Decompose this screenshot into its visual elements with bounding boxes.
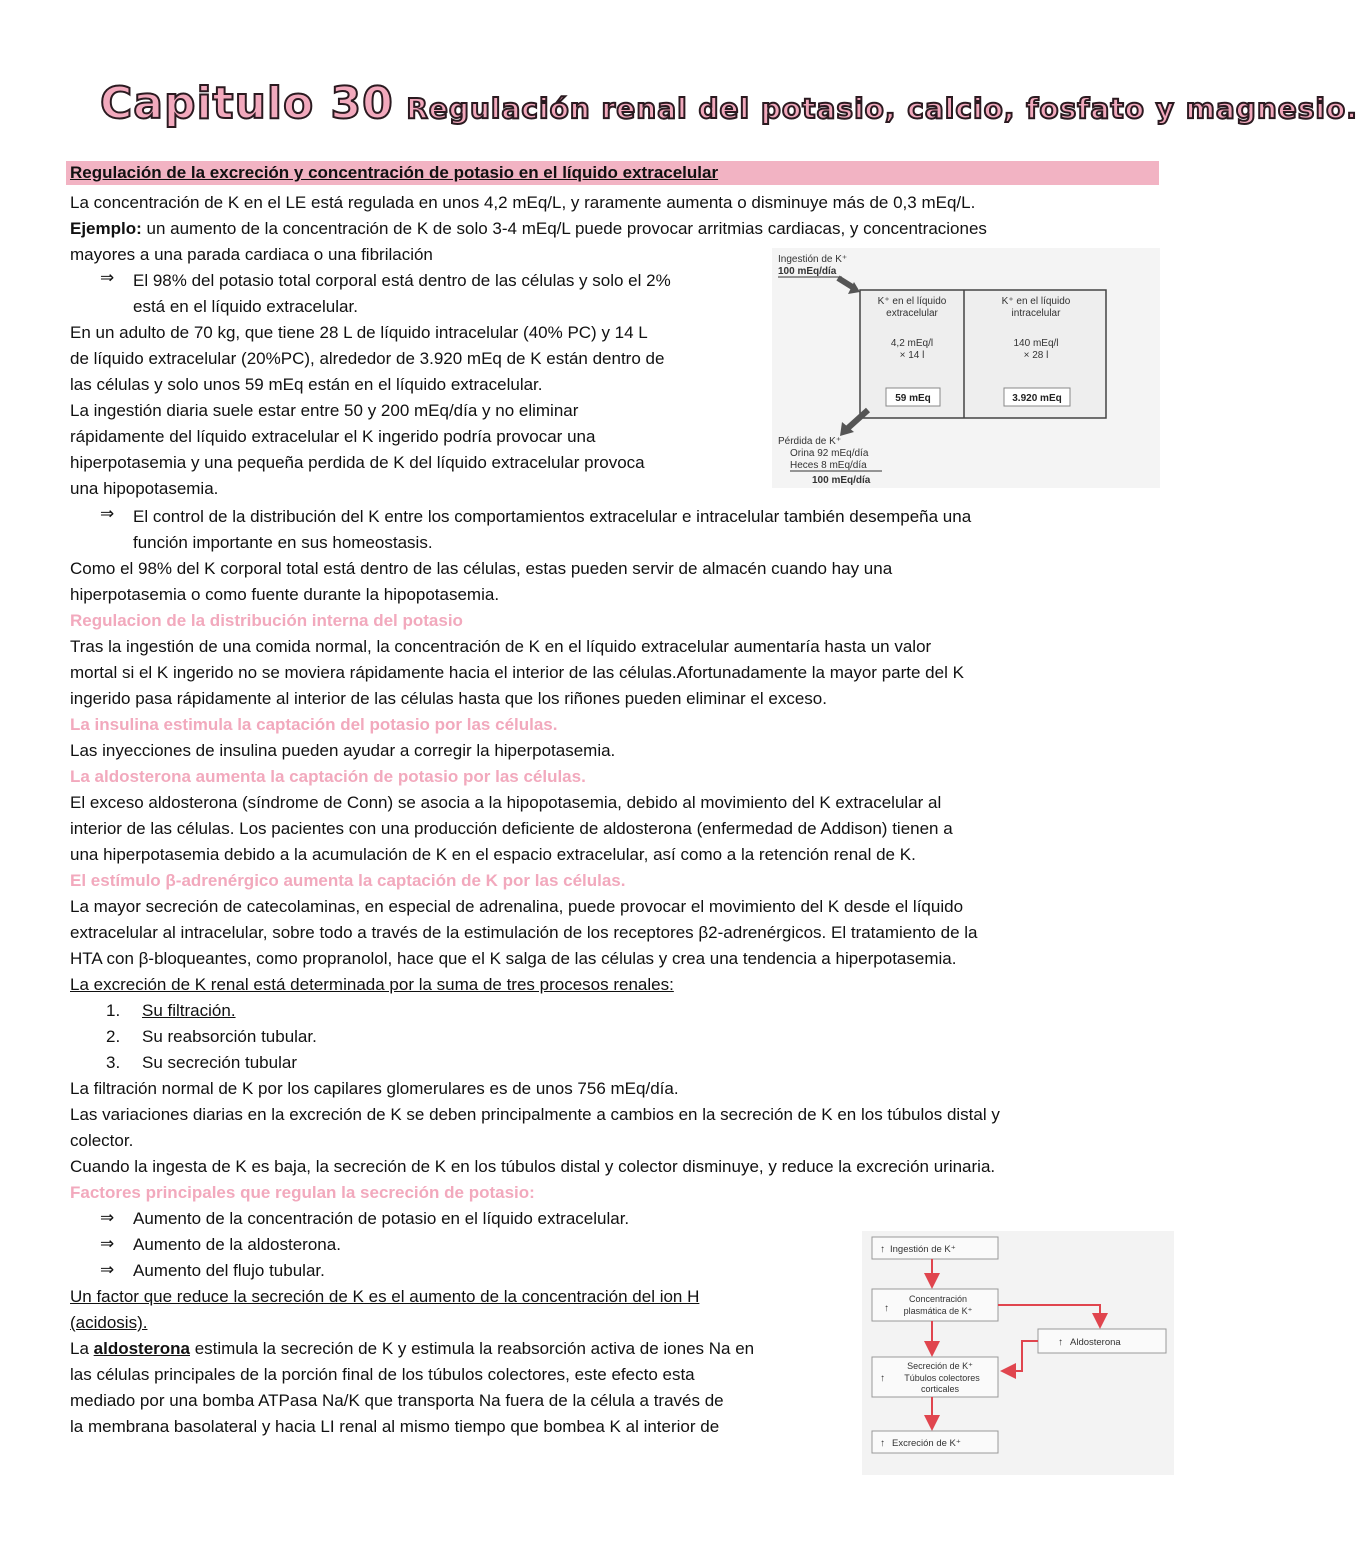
text-span: La [70, 1339, 94, 1358]
text-line: una hiperpotasemia debido a la acumulación de K en el espacio extracelular, así como a la retención renal de K. [70, 845, 916, 864]
list-num: 1. [106, 1001, 121, 1020]
double-arrow-icon: ⇒ [100, 504, 115, 523]
text-line: las células y solo unos 59 mEq están en el líquido extracelular. [70, 375, 543, 394]
section-heading-band [66, 161, 1159, 185]
text-line: ingerido pasa rápidamente al interior de las células hasta que los riñones pueden eliminar el exceso. [70, 689, 827, 708]
list-text: Su filtración. [142, 1001, 236, 1020]
text-line: de líquido extracelular (20%PC), alrededor de 3.920 mEq de K están dentro de [70, 349, 665, 368]
fig2-up-arrow: ↑ [880, 1244, 885, 1255]
fig2-up-arrow: ↑ [880, 1438, 885, 1449]
fig1-ext-total: 59 mEq [895, 393, 931, 404]
text-line: hiperpotasemia y una pequeña perdida de K del líquido extracelular provoca [70, 453, 645, 472]
text-line: Las variaciones diarias en la excreción de K se deben principalmente a cambios en la secreción de K en los túbulos distal y [70, 1105, 1000, 1124]
fig2-box2b: plasmática de K⁺ [903, 1306, 973, 1316]
fig1-int-calc1: 140 mEq/l [1013, 338, 1059, 349]
text-line: mortal si el K ingerido no se moviera rápidamente hacia el interior de las células.Afortunadamente la mayor parte del K [70, 663, 964, 682]
fig2-box4b: Túbulos colectores [904, 1373, 980, 1383]
section-heading: Regulación de la excreción y concentración de potasio en el líquido extracelular [70, 163, 719, 182]
list-num: 2. [106, 1027, 121, 1046]
aldosterona-term: aldosterona [93, 1339, 190, 1358]
list-item: Aumento del flujo tubular. [133, 1261, 325, 1280]
fig1-int-total: 3.920 mEq [1012, 393, 1062, 404]
fig1-perdida-total: 100 mEq/día [812, 475, 871, 486]
text-line: colector. [70, 1131, 134, 1150]
text-line: mayores a una parada cardiaca o una fibrilación [70, 245, 433, 264]
fig1-ingestion-val: 100 mEq/día [778, 266, 837, 277]
list-item [106, 998, 236, 1024]
fig2-up-arrow: ↑ [884, 1303, 889, 1314]
fig2-box3: Aldosterona [1070, 1337, 1121, 1348]
fig2-box4a: Secreción de K⁺ [907, 1361, 973, 1371]
text-line: La ingestión diaria suele estar entre 50 y 200 mEq/día y no eliminar [70, 401, 579, 420]
text-line [70, 1336, 754, 1362]
title-sub: Regulación renal del potasio, calcio, fosfato y magnesio. [406, 92, 1358, 125]
list-item [106, 1050, 297, 1076]
text-line: La excreción de K renal está determinada por la suma de tres procesos renales: [70, 975, 674, 994]
subheading: Factores principales que regulan la secreción de potasio: [70, 1183, 535, 1202]
text-line: (acidosis). [70, 1313, 148, 1332]
text-line: Cuando la ingesta de K es baja, la secreción de K en los túbulos distal y colector disminuye, y reduce la excreción urinaria. [70, 1157, 996, 1176]
subheading: La insulina estimula la captación del potasio por las células. [70, 715, 558, 734]
subheading: Regulacion de la distribución interna del potasio [70, 611, 463, 630]
subheading: El estímulo β-adrenérgico aumenta la captación de K por las células. [70, 871, 626, 890]
text-line: una hipopotasemia. [70, 479, 219, 498]
potassium-distribution-figure [772, 248, 1160, 488]
text-line: está en el líquido extracelular. [133, 297, 358, 316]
text-line: Un factor que reduce la secreción de K es el aumento de la concentración del ion H [70, 1287, 700, 1306]
fig1-heces: Heces 8 mEq/día [790, 460, 867, 471]
page-title [100, 78, 1358, 129]
text-line [70, 216, 987, 242]
text-span: estimula la secreción de K y estimula la reabsorción activa de iones Na en [190, 1339, 755, 1358]
double-arrow-icon: ⇒ [100, 1260, 115, 1279]
list-text: Su secreción tubular [142, 1053, 297, 1072]
list-text: Su reabsorción tubular. [142, 1027, 317, 1046]
example-label: Ejemplo: [70, 219, 142, 238]
fig1-ext-title: K⁺ en el líquido [877, 296, 947, 307]
text-line: Las inyecciones de insulina pueden ayudar a corregir la hiperpotasemia. [70, 741, 616, 760]
text-line: mediado por una bomba ATPasa Na/K que transporta Na fuera de la célula a través de [70, 1391, 724, 1410]
text-line: En un adulto de 70 kg, que tiene 28 L de líquido intracelular (40% PC) y 14 L [70, 323, 648, 342]
double-arrow-icon: ⇒ [100, 1208, 115, 1227]
fig1-int-calc2: × 28 l [1023, 350, 1049, 361]
text-line: extracelular al intracelular, sobre todo a través de la estimulación de los receptores β2-adrenérgicos. El tratamiento de la [70, 923, 978, 942]
text-line: La mayor secreción de catecolaminas, en especial de adrenalina, puede provocar el movimiento del K desde el líquido [70, 897, 964, 916]
fig1-int-title2: intracelular [1011, 308, 1061, 319]
subheading: La aldosterona aumenta la captación de potasio por las células. [70, 767, 586, 786]
fig1-ext-calc1: 4,2 mEq/l [890, 338, 934, 349]
text-line: El control de la distribución del K entre los comportamientos extracelular e intracelular también desempeña una [133, 507, 972, 526]
fig2-box5: Excreción de K⁺ [892, 1438, 961, 1449]
fig1-ingestion: Ingestión de K⁺ [778, 254, 848, 265]
text-line: Como el 98% del K corporal total está dentro de las células, estas pueden servir de almacén cuando hay una [70, 559, 893, 578]
list-num: 3. [106, 1053, 121, 1072]
text-span: un aumento de la concentración de K de solo 3-4 mEq/L puede provocar arritmias cardiacas, y concentraciones [141, 219, 987, 238]
text-line: la membrana basolateral y hacia LI renal al mismo tiempo que bombea K al interior de [70, 1417, 720, 1436]
text-line: El 98% del potasio total corporal está dentro de las células y solo el 2% [133, 271, 671, 290]
text-line: las células principales de la porción final de los túbulos colectores, este efecto esta [70, 1365, 695, 1384]
fig1-ext-calc2: × 14 l [899, 350, 925, 361]
text-line: hiperpotasemia o como fuente durante la hipopotasemia. [70, 585, 500, 604]
title-main: Capitulo 30 [100, 78, 394, 129]
fig1-int-title: K⁺ en el líquido [1001, 296, 1071, 307]
potassium-secretion-flow-figure [862, 1231, 1174, 1475]
fig1-ext-title2: extracelular [886, 308, 938, 319]
text-line: rápidamente del líquido extracelular el K ingerido podría provocar una [70, 427, 596, 446]
text-line: La filtración normal de K por los capilares glomerulares es de unos 756 mEq/día. [70, 1079, 679, 1098]
fig2-box4c: corticales [920, 1384, 960, 1394]
fig2-box2a: Concentración [908, 1294, 968, 1304]
text-line: El exceso aldosterona (síndrome de Conn) se asocia a la hipopotasemia, debido al movimiento del K extracelular al [70, 793, 942, 812]
double-arrow-icon: ⇒ [100, 268, 115, 287]
text-line: HTA con β-bloqueantes, como propranolol, hace que el K salga de las células y crea una tendencia a hiperpotasemia. [70, 949, 957, 968]
fig1-perdida: Pérdida de K⁺ [778, 436, 842, 447]
list-item [106, 1024, 317, 1050]
text-line: La concentración de K en el LE está regulada en unos 4,2 mEq/L, y raramente aumenta o disminuye más de 0,3 mEq/L. [70, 193, 976, 212]
text-line: Tras la ingestión de una comida normal, la concentración de K en el líquido extracelular aumentaría hasta un valor [70, 637, 932, 656]
double-arrow-icon: ⇒ [100, 1234, 115, 1253]
fig2-up-arrow: ↑ [1058, 1337, 1063, 1348]
fig2-box1: Ingestión de K⁺ [890, 1244, 956, 1255]
text-line: función importante en sus homeostasis. [133, 533, 433, 552]
list-item: Aumento de la concentración de potasio en el líquido extracelular. [133, 1209, 630, 1228]
fig1-orina: Orina 92 mEq/día [790, 448, 869, 459]
text-line: interior de las células. Los pacientes con una producción deficiente de aldosterona (enfermedad de Addison) tienen a [70, 819, 953, 838]
fig2-up-arrow: ↑ [880, 1373, 885, 1384]
list-item: Aumento de la aldosterona. [133, 1235, 341, 1254]
